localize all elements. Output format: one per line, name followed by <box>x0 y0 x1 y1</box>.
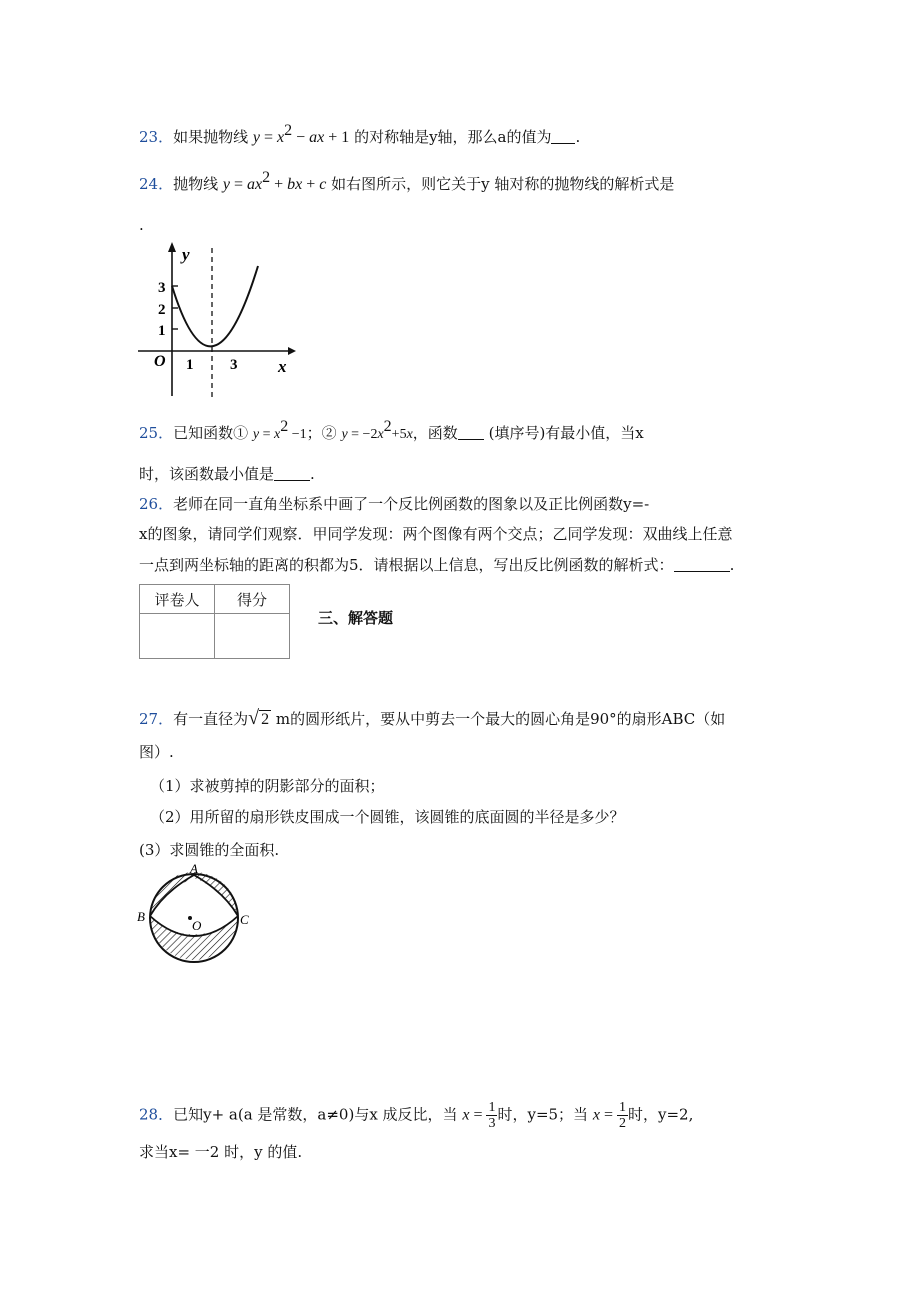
parabola-curve <box>172 266 258 346</box>
label-O: O <box>192 918 202 933</box>
x-axis-label: x <box>278 357 287 376</box>
x-axis-arrow <box>288 347 296 355</box>
origin-label: O <box>154 353 166 370</box>
fraction-one-third: $\frac{1}{3}$ <box>488 1100 496 1131</box>
answer-blank <box>458 424 484 440</box>
parabola-graph <box>136 238 306 403</box>
fraction-one-half: $\frac{1}{2}$ <box>618 1100 626 1131</box>
label-C: C <box>240 912 249 927</box>
question-26-line2: x的图象，请同学们观察．甲同学发现：两个图像有两个交点；乙同学发现：双曲线上任意 <box>139 525 733 543</box>
y-axis-arrow <box>168 242 176 252</box>
y-tick-2: 2 <box>158 302 166 318</box>
question-28-line2: 求当x= 一2 时，y 的值. <box>139 1143 303 1161</box>
question-number: 24． <box>139 175 174 193</box>
question-number: 26． <box>139 495 174 513</box>
equation: y <box>252 129 260 146</box>
label-B: B <box>137 909 145 924</box>
answer-blank <box>551 128 575 144</box>
question-28: 28．已知y+ a(a 是常数，a≠0)与x 成反比，当 x = $\frac{1}{3}$ 时，y=5；当 x = $\frac{1}{2}$ 时，y=2, <box>139 1100 694 1131</box>
y-tick-3: 3 <box>158 280 166 296</box>
question-27-line2: 图）. <box>139 743 174 761</box>
question-25-line2: 时，该函数最小值是 . <box>139 465 315 483</box>
question-27-part3: (3）求圆锥的全面积. <box>139 841 280 859</box>
answer-blank <box>274 465 310 481</box>
section-title: 三、解答题 <box>318 609 394 627</box>
question-25: 25．已知函数① $y = x^2 -1$；② $y = -2x^2+5x$，函数 (填序号)有最小值，当x <box>139 418 644 442</box>
x-tick-3: 3 <box>230 357 238 373</box>
question-number: 28． <box>139 1105 174 1124</box>
answer-blank <box>674 556 730 572</box>
score-cell[interactable] <box>215 614 290 659</box>
question-26-line3: 一点到两坐标轴的距离的积都为5．请根据以上信息，写出反比例函数的解析式： . <box>139 556 735 574</box>
question-27: 27．有一直径为√ 2 m的圆形纸片，要从中剪去一个最大的圆心角是90°的扇形ABC（如 <box>139 707 726 729</box>
question-number: 27． <box>139 710 174 728</box>
question-24-continuation: . <box>139 216 144 234</box>
question-23: 23．如果抛物线 $y = x^2$ − ax + 1 的对称轴是y轴，那么a的值为 . <box>139 122 581 146</box>
question-26: 26．老师在同一直角坐标系中画了一个反比例函数的图象以及正比例函数y=- <box>139 495 650 513</box>
grader-header: 评卷人 <box>140 585 215 614</box>
question-27-part1: （1）求被剪掉的阴影部分的面积； <box>150 777 385 795</box>
grader-cell[interactable] <box>140 614 215 659</box>
question-24: 24．抛物线 $y = ax^2$ + bx + c 如右图所示，则它关于y 轴对称的抛物线的解析式是 <box>139 169 675 193</box>
sector-circle-figure <box>134 862 254 974</box>
score-table <box>139 584 290 659</box>
question-number: 25． <box>139 424 174 442</box>
label-A: A <box>190 862 198 876</box>
sqrt-symbol: √ 2 <box>248 707 270 729</box>
x-tick-1: 1 <box>186 357 194 373</box>
score-header: 得分 <box>215 585 290 614</box>
question-number: 23． <box>139 128 174 146</box>
shaded-region-top <box>150 872 238 916</box>
y-tick-1: 1 <box>158 323 166 339</box>
y-axis-label: y <box>182 245 190 264</box>
question-27-part2: （2）用所留的扇形铁皮围成一个圆锥，该圆锥的底面圆的半径是多少？ <box>150 808 625 826</box>
